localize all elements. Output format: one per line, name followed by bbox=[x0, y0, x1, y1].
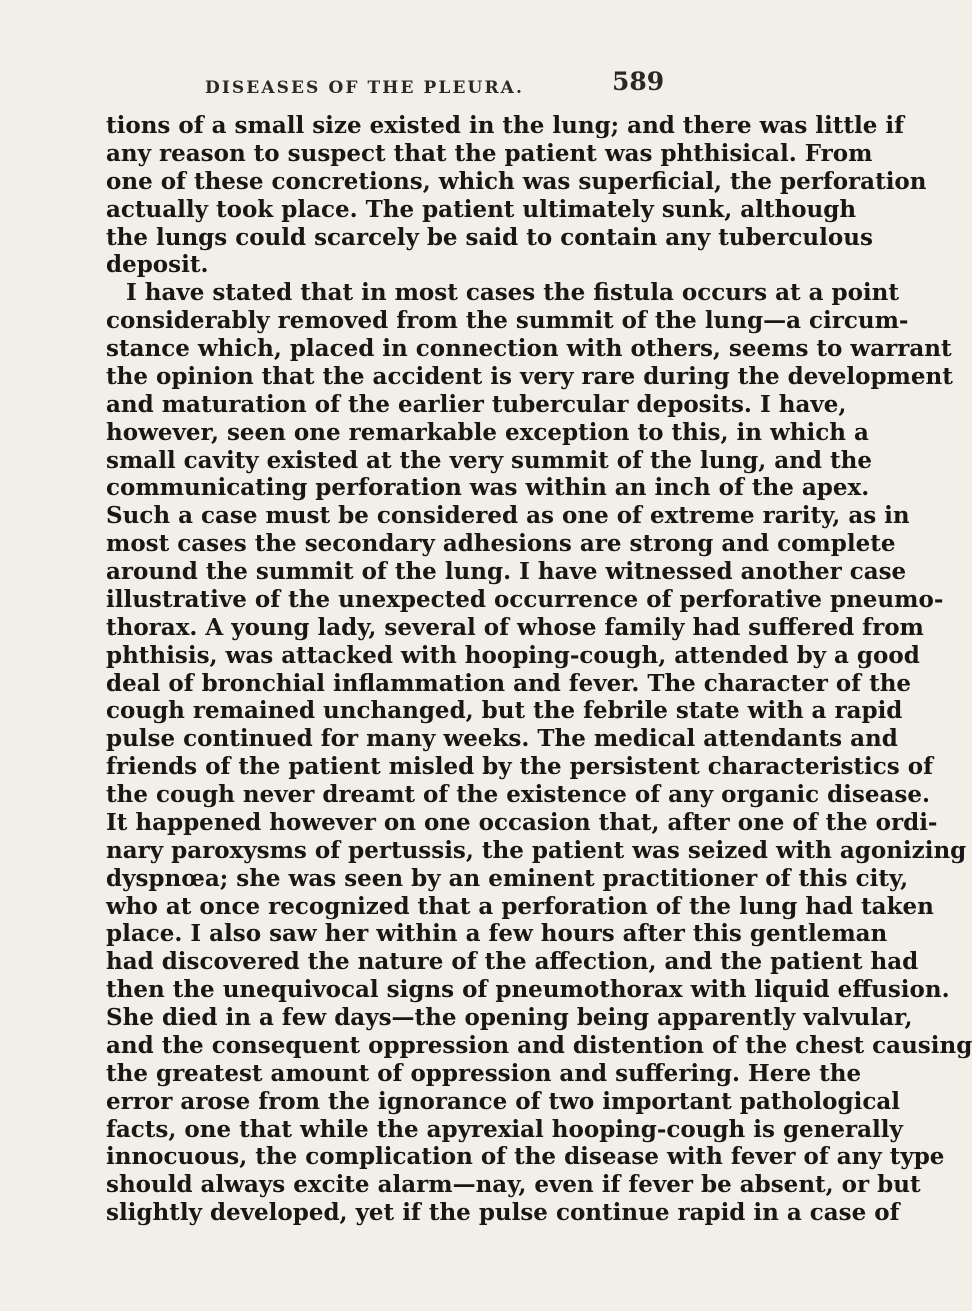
text-line: the opinion that the accident is very rare during the development bbox=[106, 362, 953, 390]
text-line: the greatest amount of oppression and suffering. Here the bbox=[106, 1059, 862, 1087]
text-line: the cough never dreamt of the existence of any organic disease. bbox=[106, 781, 930, 808]
text-line: place. I also saw her within a few hours after this gentleman bbox=[106, 920, 888, 948]
text-line: tions of a small size existed in the lung; and there was little if bbox=[106, 112, 905, 139]
text-line: She died in a few days—the opening being apparently valvular, bbox=[106, 1004, 913, 1031]
text-line: and maturation of the earlier tubercular deposits. I have, bbox=[106, 390, 847, 418]
text-line: cough remained unchanged, but the febrile state with a rapid bbox=[106, 697, 903, 725]
text-line: who at once recognized that a perforation of the lung had taken bbox=[106, 892, 934, 920]
text-line: actually took place. The patient ultimately sunk, although bbox=[106, 195, 857, 223]
text-line: illustrative of the unexpected occurrence of perforative pneumo- bbox=[106, 585, 944, 613]
text-line: It happened however on one occasion that, after one of the ordi- bbox=[106, 808, 938, 836]
page-header bbox=[0, 0, 800, 110]
text-line: deal of bronchial inflammation and fever. The character of the bbox=[106, 669, 912, 697]
text-line: around the summit of the lung. I have witnessed another case bbox=[106, 558, 907, 585]
text-line: friends of the patient misled by the persistent characteristics of bbox=[106, 753, 933, 781]
running-title: DISEASES OF THE PLEURA. bbox=[205, 78, 524, 98]
text-line: the lungs could scarcely be said to contain any tuberculous bbox=[106, 223, 873, 251]
paragraph-start-line: I have stated that in most cases the fistula occurs at a point bbox=[126, 279, 900, 307]
text-line: pulse continued for many weeks. The medical attendants and bbox=[106, 725, 898, 753]
text-line: error arose from the ignorance of two important pathological bbox=[106, 1087, 900, 1115]
text-line: facts, one that while the apyrexial hooping-cough is generally bbox=[106, 1115, 903, 1143]
text-line: any reason to suspect that the patient was phthisical. From bbox=[106, 139, 873, 167]
text-line: communicating perforation was within an inch of the apex. bbox=[106, 474, 870, 502]
text-line: deposit. bbox=[106, 251, 209, 279]
text-line: dyspnœa; she was seen by an eminent practitioner of this city, bbox=[106, 864, 909, 892]
body-text bbox=[106, 112, 972, 1227]
text-line: phthisis, was attacked with hooping-cough, attended by a good bbox=[106, 641, 920, 669]
text-line: most cases the secondary adhesions are strong and complete bbox=[106, 530, 896, 558]
text-line: had discovered the nature of the affection, and the patient had bbox=[106, 948, 919, 976]
text-line: considerably removed from the summit of the lung—a circum- bbox=[106, 307, 909, 335]
page-number: 589 bbox=[612, 67, 665, 96]
text-line: should always excite alarm—nay, even if fever be absent, or but bbox=[106, 1171, 921, 1199]
text-line: then the unequivocal signs of pneumothorax with liquid effusion. bbox=[106, 976, 950, 1004]
text-line: small cavity existed at the very summit of the lung, and the bbox=[106, 446, 872, 474]
text-line: thorax. A young lady, several of whose family had suffered from bbox=[106, 613, 924, 641]
text-line: Such a case must be considered as one of extreme rarity, as in bbox=[106, 502, 910, 530]
text-line: however, seen one remarkable exception to this, in which a bbox=[106, 418, 869, 446]
text-line: stance which, placed in connection with others, seems to warrant bbox=[106, 335, 952, 362]
text-line: innocuous, the complication of the disease with fever of any type bbox=[106, 1143, 945, 1171]
text-line: one of these concretions, which was superficial, the perforation bbox=[106, 167, 927, 195]
text-line: and the consequent oppression and distention of the chest causing bbox=[106, 1031, 972, 1059]
text-line: slightly developed, yet if the pulse continue rapid in a case of bbox=[106, 1199, 900, 1227]
text-line: nary paroxysms of pertussis, the patient was seized with agonizing bbox=[106, 836, 967, 864]
